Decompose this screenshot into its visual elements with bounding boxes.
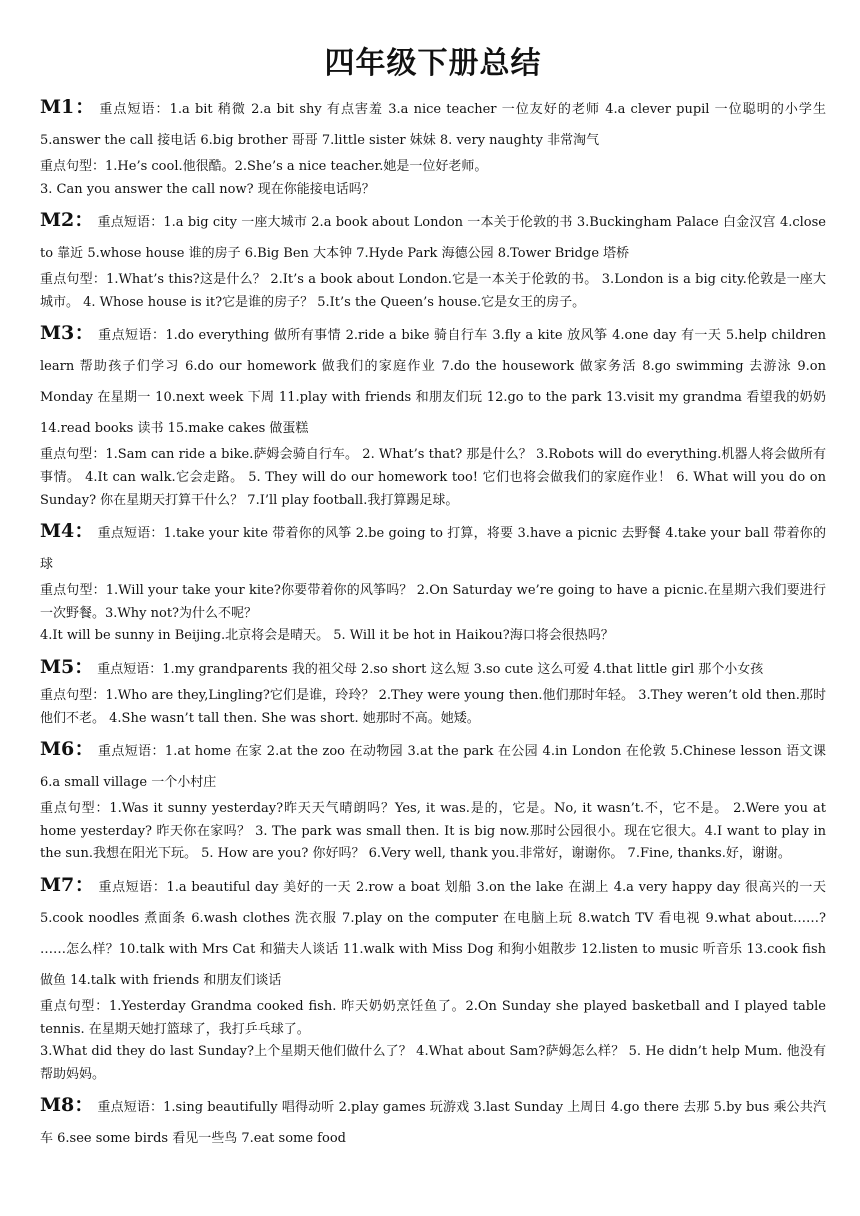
module-tag: M2： (40, 209, 94, 232)
module-tag: M5： (40, 655, 94, 678)
phrases-text: 1.a bit 稍微 2.a bit shy 有点害羞 3.a nice teacher 一位友好的老师 4.a clever pupil 一位聪明的小学生 5.answer the call 接电话 6.big brother 哥哥 7.little sister 妹妹 8. very naughty 非常淘气 (40, 102, 826, 148)
module-tag: M7： (40, 873, 95, 896)
sentences-text: 1.Sam can ride a bike.萨姆会骑自行车。 2. What’s that? 那是什么？ 3.Robots will do everything.机器人将会做所有事情。 4.It can walk.它会走路。 5. They will do our homework too! 它们也将会做我们的家庭作业！ 6. What will you do on Sunday? 你在星期天打算干什么？ 7.I’ll play football.我打算踢足球。 (40, 447, 826, 508)
module-section (40, 652, 826, 730)
module-section (40, 318, 826, 512)
sentences-paragraph (40, 156, 826, 179)
phrases-text: 1.a beautiful day 美好的一天 2.row a boat 划船 3.on the lake 在湖上 4.a very happy day 很高兴的一天 5.cook noodles 煮面条 6.wash clothes 洗衣服 7.play on the computer 在电脑上玩 8.watch TV 看电视 9.what about……? ……怎么样？10.talk with Mrs Cat 和猫夫人谈话 11.walk with Miss Dog 和狗小姐散步 12.listen to music 听音乐 13.cook fish 做鱼 14.talk with friends 和朋友们谈话 (40, 879, 826, 988)
phrases-paragraph (40, 92, 826, 156)
phrases-label: 重点短语： (98, 744, 165, 760)
phrases-label: 重点短语： (99, 102, 170, 117)
sentences-label: 重点句型： (40, 447, 106, 463)
sentences-text: 1.He’s cool.他很酷。2.She’s a nice teacher.她是一位好老师。 (105, 159, 488, 174)
sentences-label: 重点句型： (40, 801, 110, 817)
module-tag: M1： (40, 96, 96, 118)
phrases-paragraph (40, 1090, 826, 1154)
sentences-paragraph (40, 269, 826, 314)
phrases-paragraph (40, 734, 826, 798)
sentences-text: 1.Will your take your kite?你要带着你的风筝吗？ 2.On Saturday we’re going to have a picnic.在星期六我们要进行一次野餐。3.Why not?为什么不呢？ (40, 583, 826, 621)
phrases-paragraph (40, 516, 826, 580)
phrases-label: 重点短语： (97, 526, 164, 542)
phrases-text: 1.at home 在家 2.at the zoo 在动物园 3.at the park 在公园 4.in London 在伦敦 5.Chinese lesson 语文课 6.a small village 一个小村庄 (40, 744, 826, 791)
page-title: 四年级下册总结 (324, 46, 542, 81)
sentences-paragraph (40, 798, 826, 866)
phrases-text: 1.my grandparents 我的祖父母 2.so short 这么短 3.so cute 这么可爱 4.that little girl 那个小女孩 (162, 661, 764, 677)
phrases-text: 1.a big city 一座大城市 2.a book about London 一本关于伦敦的书 3.Buckingham Palace 白金汉宫 4.close to 靠近 5.whose house 谁的房子 6.Big Ben 大本钟 7.Hyde Park 海德公园 8.Tower Bridge 塔桥 (40, 215, 826, 262)
sentences-continued: 3.What did they do last Sunday?上个星期天他们做什么了？ 4.What about Sam?萨姆怎么样？ 5. He didn’t help Mum. 他没有帮助妈妈。 (40, 1044, 826, 1082)
sentences-continued: 3. Can you answer the call now? 现在你能接电话吗？ (40, 181, 375, 197)
sentences-label: 重点句型： (40, 272, 107, 288)
sentences-paragraph (40, 580, 826, 625)
phrases-paragraph (40, 870, 826, 996)
phrases-text: 1.take your kite 带着你的风筝 2.be going to 打算，将要 3.have a picnic 去野餐 4.take your ball 带着你的球 (40, 526, 826, 573)
phrases-label: 重点短语： (97, 661, 163, 677)
sentences-label: 重点句型： (40, 998, 109, 1014)
module-section (40, 734, 826, 866)
sentences-label: 重点句型： (40, 687, 106, 703)
module-section (40, 92, 826, 201)
sentences-paragraph (40, 685, 826, 730)
sentences-text: 1.Was it sunny yesterday?昨天天气晴朗吗？Yes, it was.是的，它是。No, it wasn’t.不，它不是。 2.Were you at home yesterday? 昨天你在家吗？ 3. The park was small then. It is big now.那时公园很小。现在它很大。4.I want to play in the sun.我想在阳光下玩。 5. How are you? 你好吗？ 6.Very well, thank you.非常好，谢谢你。 7.Fine, thanks.好，谢谢。 (40, 801, 826, 862)
phrases-label: 重点短语： (97, 1100, 164, 1116)
phrases-paragraph (40, 205, 826, 269)
sentences-label: 重点句型： (40, 583, 106, 599)
module-tag: M3： (40, 322, 95, 345)
sentences-text: 1.Yesterday Grandma cooked fish. 昨天奶奶烹饪鱼了。2.On Sunday she played basketball and I played table tennis. 在星期天她打篮球了，我打乒乓球了。 (40, 998, 826, 1037)
module-section (40, 1090, 826, 1154)
module-list (40, 92, 826, 1154)
sentences-paragraph (40, 996, 826, 1041)
module-section (40, 870, 826, 1086)
module-section (40, 205, 826, 314)
phrases-text: 1.sing beautifully 唱得动听 2.play games 玩游戏 3.last Sunday 上周日 4.go there 去那 5.by bus 乘公共汽车 6.see some birds 看见一些鸟 7.eat some food (40, 1100, 826, 1147)
sentences-label: 重点句型： (40, 159, 106, 174)
module-section (40, 516, 826, 648)
module-tag: M6： (40, 738, 95, 761)
phrases-paragraph (40, 652, 826, 685)
sentences-continued: 4.It will be sunny in Beijing.北京将会是晴天。 5. Will it be hot in Haikou?海口将会很热吗？ (40, 628, 614, 644)
phrases-text: 1.do everything 做所有事情 2.ride a bike 骑自行车 3.fly a kite 放风筝 4.one day 有一天 5.help children learn 帮助孩子们学习 6.do our homework 做我们的家庭作业 7.do the housework 做家务活 8.go swimming 去游泳 9.on Monday 在星期一 10.next week 下周 11.play with friends 和朋友们玩 12.go to the park 13.visit my grandma 看望我的奶奶 14.read books 读书 15.make cakes 做蛋糕 (40, 328, 826, 437)
phrases-label: 重点短语： (97, 215, 164, 231)
sentences-text: 1.Who are they,Lingling?它们是谁，玲玲？ 2.They were young then.他们那时年轻。 3.They weren’t old then.那时他们不老。 4.She wasn’t tall then. She was short. 她那时不高。她矮。 (40, 687, 826, 726)
sentences-paragraph (40, 444, 826, 512)
phrases-label: 重点短语： (98, 879, 167, 895)
module-tag: M8： (40, 1094, 94, 1117)
sentences-text: 1.What’s this?这是什么？ 2.It’s a book about London.它是一本关于伦敦的书。 3.London is a big city.伦敦是一座大城市。 4. Whose house is it?它是谁的房子？ 5.It’s the Queen’s house.它是女王的房子。 (40, 272, 826, 310)
phrases-label: 重点短语： (98, 328, 166, 344)
module-tag: M4： (40, 520, 94, 543)
phrases-paragraph (40, 318, 826, 444)
